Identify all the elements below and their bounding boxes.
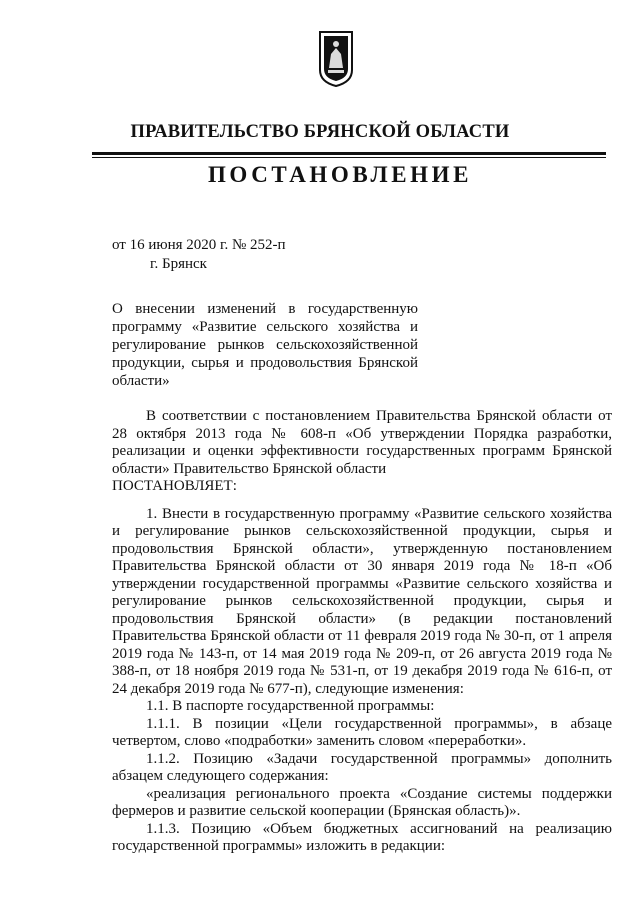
decree-date-number: от 16 июня 2020 г. № 252-п	[112, 237, 286, 253]
header-rule-thick	[92, 152, 606, 155]
document-type-title: ПОСТАНОВЛЕНИЕ	[207, 162, 473, 187]
item-1-1-1-paragraph: 1.1.1. В позиции «Цели государственной программы», в абзаце четвертом, слово «подработки» заменить словом «переработки».	[112, 715, 612, 749]
header-rule-thin	[92, 157, 606, 158]
bryansk-coat-of-arms-icon	[318, 30, 354, 88]
resolves-line: ПОСТАНОВЛЯЕТ:	[112, 478, 237, 494]
item-1-1-2-quote: «реализация регионального проекта «Создание системы поддержки фермеров и развитие сельской кооперации (Брянская область)».	[112, 785, 612, 819]
item-1-1-3-paragraph: 1.1.3. Позицию «Объем бюджетных ассигнований на реализацию государственной программы» изложить в редакции:	[112, 820, 612, 854]
item-1-1-2-paragraph: 1.1.2. Позицию «Задачи государственной программы» дополнить абзацем следующего содержания:	[112, 750, 612, 784]
item-1-1-paragraph: 1.1. В паспорте государственной программы:	[146, 698, 435, 714]
government-name: ПРАВИТЕЛЬСТВО БРЯНСКОЙ ОБЛАСТИ	[130, 122, 510, 142]
decree-city: г. Брянск	[150, 256, 207, 272]
item-1-paragraph: 1. Внести в государственную программу «Развитие сельского хозяйства и регулирование рынков сельскохозяйственной продукции, сырья и продовольствия Брянской области», утвержденную постановлением Правительства Брянской области от 30 января 2019 года № 18-п «Об утверждении государственной программы «Развитие сельского хозяйства и регулирование рынков сельскохозяйственной продукции, сырья и продовольствия Брянской области» (в редакции постановлений Правительства Брянской области от 11 февраля 2019 года № 30-п, от 1 апреля 2019 года № 143-п, от 14 мая 2019 года № 209-п, от 26 августа 2019 года № 388-п, от 18 ноября 2019 года № 531-п, от 19 декабря 2019 года № 616-п, от 24 декабря 2019 года № 677-п), следующие изменения:	[112, 505, 612, 697]
decree-subject: О внесении изменений в государственную программу «Развитие сельского хозяйства и регулирование рынков сельскохозяйственной продукции, сырья и продовольствия Брянской области»	[112, 301, 418, 389]
decree-body	[112, 408, 612, 856]
preamble-paragraph: В соответствии с постановлением Правительства Брянской области от 28 октября 2013 года № 608-п «Об утверждении Порядка разработки, реализации и оценки эффективности государственных программ Брянской области» Правительство Брянской области	[112, 408, 612, 477]
